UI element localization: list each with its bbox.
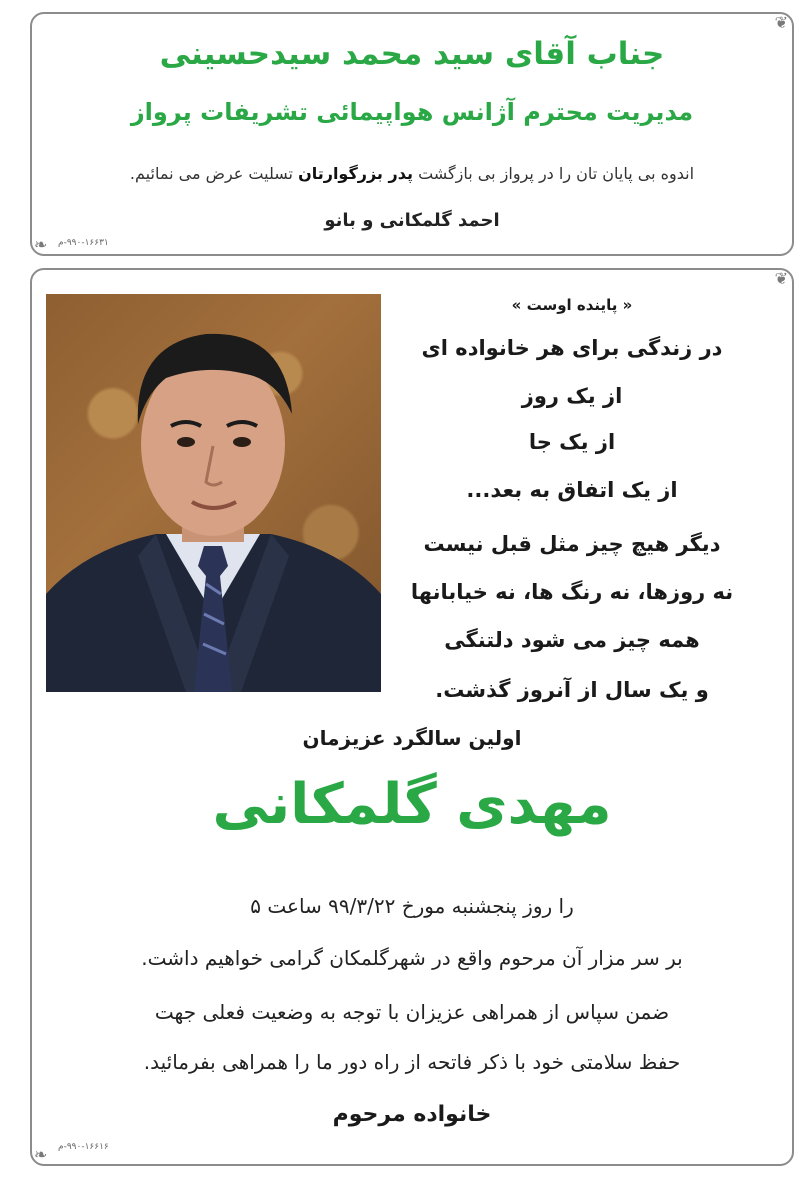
notice-signature: احمد گلمکانی و بانو: [324, 210, 500, 231]
floral-ornament-icon: ❦: [774, 13, 788, 32]
message-before: اندوه بی پایان تان را در پرواز بی بازگشت: [418, 164, 695, 183]
family-signature: خانواده مرحوم: [332, 1102, 492, 1127]
ceremony-text-line: حفظ سلامتی خود با ذکر فاتحه از راه دور ما را همراهی بفرمائید.: [143, 1050, 681, 1074]
verse-line: و یک سال از آنروز گذشت.: [435, 678, 709, 702]
ceremony-text-line: بر سر مزار آن مرحوم واقع در شهرگلمکان گرامی خواهیم داشت.: [141, 946, 683, 970]
verse-line: از یک روز: [521, 384, 623, 408]
deceased-name: مهدی گلمکانی: [212, 772, 612, 837]
portrait-illustration: [46, 294, 381, 692]
floral-ornament-icon: ❧: [34, 1145, 48, 1164]
verse-line: از یک جا: [528, 430, 616, 454]
verse-line: همه چیز می شود دلتنگی: [444, 628, 700, 652]
memorial-motto: « پاینده اوست »: [511, 296, 633, 314]
verse-line: در زندگی برای هر خانواده ای: [421, 336, 723, 360]
notice-code: ۹۹۰-۱۶۶۳۱-م: [58, 238, 109, 248]
floral-ornament-icon: ❧: [34, 235, 48, 254]
notice-title: جناب آقای سید محمد سیدحسینی: [159, 36, 665, 72]
verse-line: نه روزها، نه رنگ ها، نه خیابانها: [410, 580, 734, 604]
notice-code: ۹۹۰-۱۶۶۱۶-م: [58, 1142, 109, 1152]
notice-subtitle: مدیریت محترم آژانس هواپیمائی تشریفات پرواز: [130, 98, 694, 126]
floral-ornament-icon: ❦: [774, 269, 788, 288]
verse-line: از یک اتفاق به بعد...: [466, 478, 678, 502]
condolence-message: [32, 164, 792, 183]
verse-line: دیگر هیچ چیز مثل قبل نیست: [423, 532, 721, 556]
condolence-notice-card: [30, 12, 794, 256]
message-bold: پدر بزرگوارتان: [298, 164, 413, 183]
message-after: تسلیت عرض می نمائیم.: [129, 164, 293, 183]
anniversary-heading: اولین سالگرد عزیزمان: [302, 726, 522, 750]
memorial-notice-card: [30, 268, 794, 1166]
portrait-photo: [46, 294, 381, 692]
ceremony-text-line: را روز پنجشنبه مورخ ۹۹/۳/۲۲ ساعت ۵: [250, 894, 574, 918]
ceremony-text-line: ضمن سپاس از همراهی عزیزان با توجه به وضعیت فعلی جهت: [154, 1000, 670, 1024]
